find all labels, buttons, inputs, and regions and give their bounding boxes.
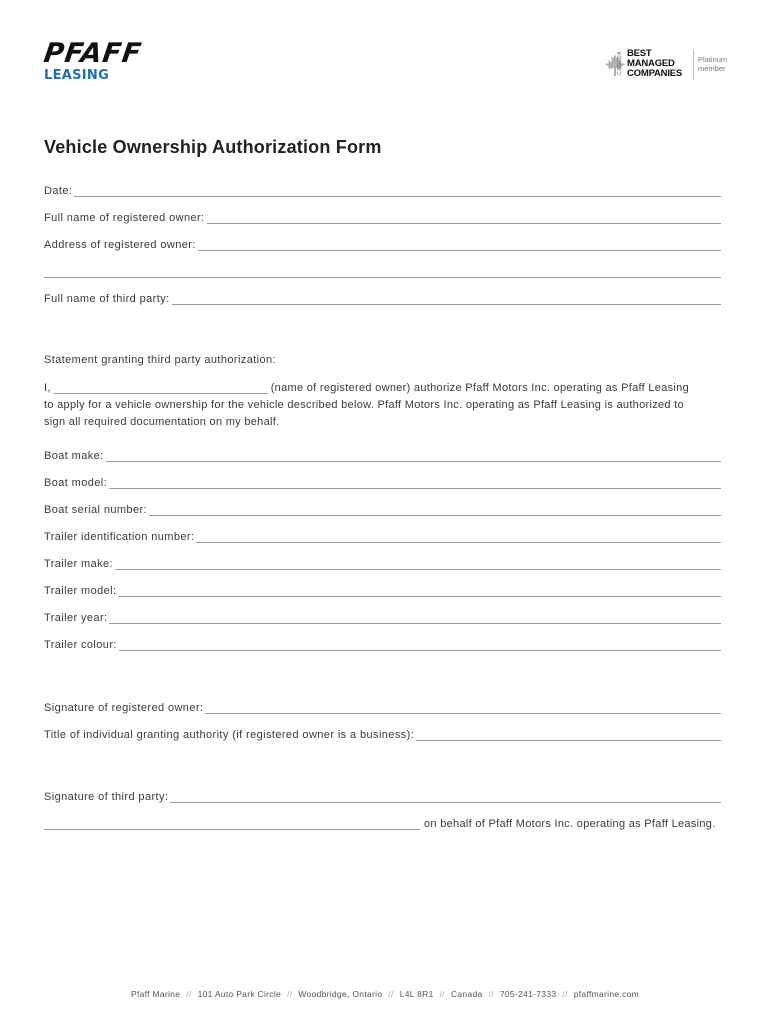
badge-country: CANADA bbox=[617, 51, 623, 75]
field-label: Trailer year: bbox=[44, 612, 108, 624]
field-label: Date: bbox=[44, 185, 73, 197]
badge-name-line: MANAGED bbox=[627, 58, 675, 69]
footer-website: pfaffmarine.com bbox=[573, 989, 640, 999]
field-line[interactable] bbox=[172, 295, 721, 305]
field-line[interactable] bbox=[198, 241, 721, 251]
field-line[interactable] bbox=[109, 614, 721, 624]
statement-suffix: (name of registered owner) authorize Pfaff Motors Inc. operating as Pfaff Leasing bbox=[270, 382, 689, 394]
footer-country: Canada bbox=[450, 989, 483, 999]
form-title: Vehicle Ownership Authorization Form bbox=[44, 137, 382, 157]
footer-contact bbox=[0, 989, 770, 999]
registered-owner-signature-field[interactable] bbox=[44, 700, 721, 714]
field-line[interactable] bbox=[119, 641, 721, 651]
statement-line-3: sign all required documentation on my behalf. bbox=[44, 416, 280, 428]
footer-separator: // bbox=[488, 989, 494, 999]
field-line[interactable] bbox=[149, 506, 721, 516]
field-line[interactable] bbox=[205, 704, 721, 714]
field-label: Trailer colour: bbox=[44, 639, 117, 651]
badge-name-line: BEST bbox=[627, 48, 652, 59]
boat-model-field[interactable] bbox=[44, 475, 721, 489]
field-line[interactable] bbox=[118, 587, 721, 597]
field-label: Address of registered owner: bbox=[44, 239, 196, 251]
registered-owner-address-field[interactable] bbox=[44, 237, 721, 251]
field-label: Signature of third party: bbox=[44, 791, 169, 803]
footer-street: 101 Auto Park Circle bbox=[197, 989, 282, 999]
field-label: Title of individual granting authority (if registered owner is a business): bbox=[44, 729, 415, 741]
footer-separator: // bbox=[186, 989, 192, 999]
field-label: Full name of registered owner: bbox=[44, 212, 205, 224]
trailer-colour-field[interactable] bbox=[44, 637, 721, 651]
third-party-name-field[interactable] bbox=[44, 291, 721, 305]
statement-line-2: to apply for a vehicle ownership for the vehicle described below. Pfaff Motors Inc. operating as Pfaff Leasing is authorized to bbox=[44, 399, 684, 411]
field-label: Trailer model: bbox=[44, 585, 117, 597]
trailer-model-field[interactable] bbox=[44, 583, 721, 597]
boat-make-field[interactable] bbox=[44, 448, 721, 462]
best-managed-companies-badge bbox=[605, 48, 730, 82]
field-line[interactable] bbox=[416, 731, 721, 741]
field-label: Trailer identification number: bbox=[44, 531, 195, 543]
badge-tier-line: Platinum bbox=[698, 55, 728, 64]
field-line[interactable] bbox=[109, 479, 721, 489]
field-label: Boat model: bbox=[44, 477, 108, 489]
footer-postal-code: L4L 8R1 bbox=[399, 989, 434, 999]
badge-divider bbox=[693, 50, 694, 80]
date-field[interactable] bbox=[44, 183, 721, 197]
statement-line-1 bbox=[44, 380, 724, 397]
statement-heading: Statement granting third party authorization: bbox=[44, 354, 277, 366]
badge-name bbox=[627, 49, 682, 79]
field-label: Signature of registered owner: bbox=[44, 702, 204, 714]
boat-serial-number-field[interactable] bbox=[44, 502, 721, 516]
field-line[interactable] bbox=[106, 452, 721, 462]
behalf-line bbox=[44, 816, 724, 830]
field-line[interactable] bbox=[74, 187, 721, 197]
third-party-signature-field[interactable] bbox=[44, 789, 721, 803]
footer-phone: 705-241-7333 bbox=[499, 989, 557, 999]
footer-separator: // bbox=[439, 989, 445, 999]
statement-paragraph bbox=[44, 380, 724, 431]
field-label: Boat make: bbox=[44, 450, 104, 462]
logo-wordmark: PFAFF bbox=[41, 38, 144, 69]
footer-separator: // bbox=[287, 989, 293, 999]
badge-tier bbox=[698, 55, 727, 73]
logo-subtitle: LEASING bbox=[44, 68, 110, 83]
footer-city: Woodbridge, Ontario bbox=[298, 989, 383, 999]
field-line[interactable] bbox=[44, 268, 721, 278]
trailer-make-field[interactable] bbox=[44, 556, 721, 570]
registered-owner-address-line2-field[interactable] bbox=[44, 264, 721, 278]
field-line[interactable] bbox=[196, 533, 721, 543]
badge-name-line: COMPANIES bbox=[627, 68, 683, 79]
field-label: Trailer make: bbox=[44, 558, 113, 570]
field-line[interactable] bbox=[115, 560, 721, 570]
statement-prefix: I, bbox=[44, 382, 51, 394]
badge-tier-line: member bbox=[698, 64, 726, 73]
registered-owner-name-blank[interactable] bbox=[54, 384, 268, 394]
footer-separator: // bbox=[562, 989, 568, 999]
behalf-name-blank[interactable] bbox=[44, 820, 420, 830]
footer-company: Pfaff Marine bbox=[130, 989, 181, 999]
trailer-identification-number-field[interactable] bbox=[44, 529, 721, 543]
footer-separator: // bbox=[388, 989, 394, 999]
authority-title-field[interactable] bbox=[44, 727, 721, 741]
field-line[interactable] bbox=[170, 793, 721, 803]
field-line[interactable] bbox=[207, 214, 721, 224]
field-label: Boat serial number: bbox=[44, 504, 147, 516]
trailer-year-field[interactable] bbox=[44, 610, 721, 624]
registered-owner-name-field[interactable] bbox=[44, 210, 721, 224]
behalf-text: on behalf of Pfaff Motors Inc. operating as Pfaff Leasing. bbox=[424, 818, 716, 830]
pfaff-leasing-logo bbox=[41, 38, 159, 83]
field-label: Full name of third party: bbox=[44, 293, 170, 305]
